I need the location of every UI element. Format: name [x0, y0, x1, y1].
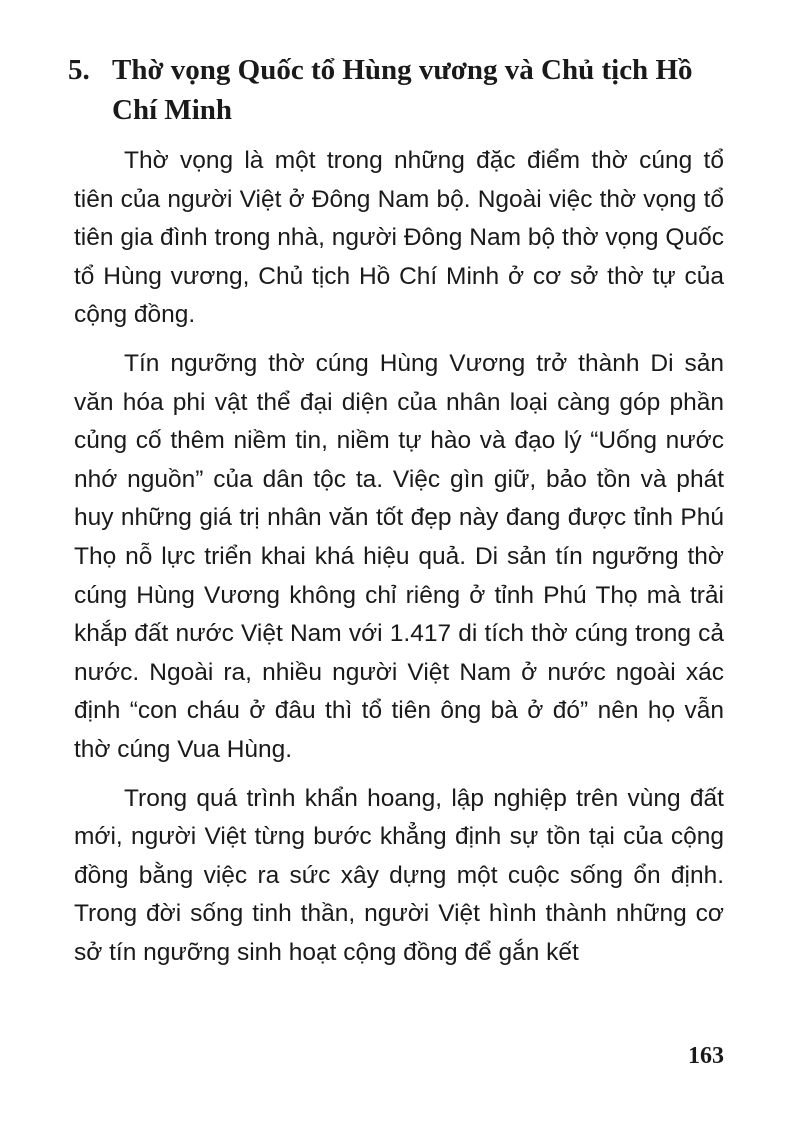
paragraph-1: Thờ vọng là một trong những đặc điểm thờ cúng tổ tiên của người Việt ở Đông Nam bộ. Ngoài việc thờ vọng tổ tiên gia đình trong nhà, người Đông Nam bộ thờ vọng Quốc tổ Hùng vương, Chủ tịch Hồ Chí Minh ở cơ sở thờ tự của cộng đồng. — [74, 147, 724, 329]
paragraph-2: Tín ngưỡng thờ cúng Hùng Vương trở thành Di sản văn hóa phi vật thể đại diện của nhân loại càng góp phần củng cố thêm niềm tin, niềm tự hào và đạo lý “Uống nước nhớ nguồn” của dân tộc ta. Việc gìn giữ, bảo tồn và phát huy những giá trị nhân văn tốt đẹp này đang được tỉnh Phú Thọ nỗ lực triển khai khá hiệu quả. Di sản tín ngưỡng thờ cúng Hùng Vương không chỉ riêng ở tỉnh Phú Thọ mà trải khắp đất nước Việt Nam với 1.417 di tích thờ cúng trong cả nước. Ngoài ra, nhiều người Việt Nam ở nước ngoài xác định “con cháu ở đâu thì tổ tiên ông bà ở đó” nên họ vẫn thờ cúng Vua Hùng. — [74, 349, 724, 763]
section-title: Thờ vọng Quốc tổ Hùng vương và Chủ tịch Hồ Chí Minh — [112, 54, 693, 126]
body-text — [74, 142, 724, 982]
section-number: 5. — [68, 54, 90, 86]
paragraph-3: Trong quá trình khẩn hoang, lập nghiệp trên vùng đất mới, người Việt từng bước khẳng định sự tồn tại của cộng đồng bằng việc ra sức xây dựng một cuộc sống ổn định. Trong đời sống tinh thần, người Việt hình thành những cơ sở tín ngưỡng sinh hoạt cộng đồng để gắn kết — [74, 784, 724, 966]
page-number: 163 — [688, 1043, 724, 1069]
